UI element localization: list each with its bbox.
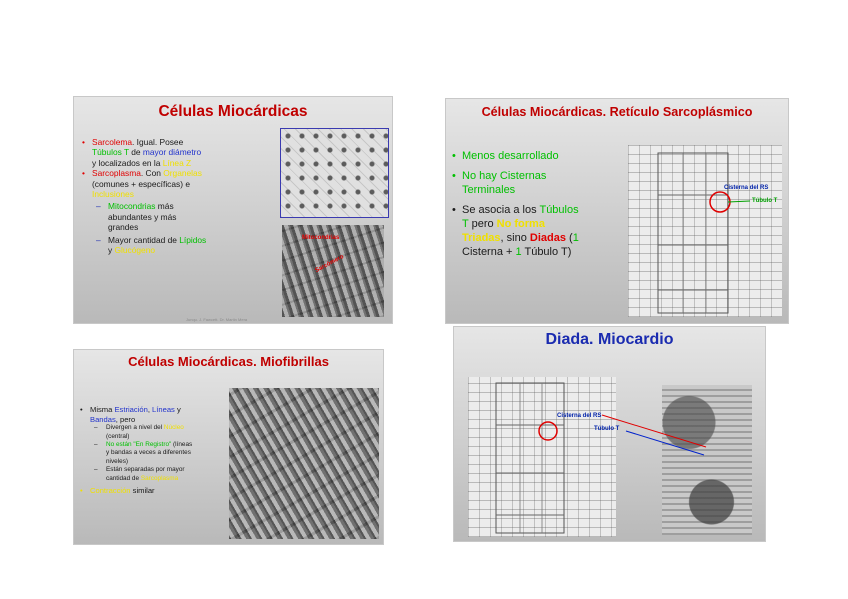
sub-bullet-separadas <box>90 466 238 483</box>
text-span: Glucógeno <box>114 245 156 256</box>
bullet-list <box>452 149 630 259</box>
footer-credit: Junqu. J. Fawcett. Dr. Martin Mera <box>186 317 248 322</box>
text-span: Mitocondrias <box>108 201 156 212</box>
cell-diagram-image <box>280 128 389 218</box>
bullet-no-cisternas <box>452 169 630 197</box>
text-span: más <box>155 201 174 212</box>
bullet-list <box>80 405 238 496</box>
text-span: Túbulos <box>539 204 579 216</box>
bullet-menos-desarrollado <box>452 149 630 163</box>
text-span: cantidad de <box>106 474 141 482</box>
slide-miofibrillas <box>74 350 383 544</box>
text-span: Contracción <box>90 486 131 496</box>
sub-bullet-dash: – <box>96 201 101 212</box>
text-span: . Con <box>140 168 164 179</box>
text-span: Mayor cantidad de <box>108 234 180 245</box>
bullet-dot: • <box>452 204 456 216</box>
text-span: Túbulo T) <box>521 246 572 258</box>
sub-bullet-dash: – <box>96 234 101 245</box>
text-span: Inclusiones <box>92 189 134 200</box>
bullet-sarcolema <box>82 137 282 168</box>
bullet-sarcoplasma <box>82 168 282 200</box>
text-span: Cisterna + <box>462 246 516 258</box>
bullet-list <box>82 137 282 256</box>
text-span: Se asocia a los <box>462 204 540 216</box>
text-span: No forma <box>496 218 545 230</box>
sub-bullet-mitocondrias <box>92 201 282 232</box>
text-span: Bandas <box>90 414 116 424</box>
text-span: No están "En Registro" <box>106 441 172 448</box>
bullet-dot: • <box>82 137 85 147</box>
text-span: Lípidos <box>179 234 207 245</box>
text-span: ( <box>565 232 573 244</box>
slide-title: Diada. Miocardio <box>545 331 674 348</box>
sub-bullet-divergen <box>90 424 238 441</box>
bullet-misma-estriacion <box>80 405 238 424</box>
myofibril-micrograph-image <box>229 388 379 539</box>
text-span: Líneas <box>152 405 175 414</box>
text-span: Terminales <box>462 184 516 196</box>
slide-diada-miocardio <box>454 327 765 541</box>
text-span: Organelas <box>163 168 202 179</box>
text-span: niveles) <box>106 457 129 465</box>
text-span: Menos desarrollado <box>462 150 559 162</box>
text-span: Sarcoplasma <box>140 474 179 482</box>
text-span: 1 <box>515 246 522 258</box>
label-cisterna-rs: Cisterna del RS <box>557 413 602 419</box>
label-tubulo-t: Túbulo T <box>752 198 778 204</box>
sub-bullet-dash: – <box>94 424 98 432</box>
text-span: Divergen a nivel del <box>106 424 164 432</box>
text-span: abundantes y más <box>108 211 177 222</box>
sub-bullet-lipidos <box>92 235 282 256</box>
text-span: Están separadas por mayor <box>106 466 185 474</box>
text-span: similar <box>130 486 155 496</box>
text-span: (comunes + específicas) e <box>92 178 190 189</box>
text-span: , <box>147 405 153 414</box>
text-span: y localizados en la <box>92 157 163 168</box>
text-span: Sarcolema <box>92 137 133 147</box>
sub-bullet-no-registro <box>90 441 238 466</box>
slide-reticulo-sarcoplasmico <box>446 99 788 323</box>
text-span: Triadas <box>462 232 501 244</box>
text-span: Sarcoplasma <box>92 168 141 179</box>
label-sarcomero: Sarcómero <box>314 253 345 275</box>
text-span: de <box>128 147 143 158</box>
text-span: (central) <box>106 432 130 440</box>
bullet-dot: • <box>452 170 456 182</box>
text-span: Núcleo <box>163 424 184 432</box>
slide-title: Células Miocárdicas <box>158 103 308 120</box>
text-span: , sino <box>500 232 530 244</box>
bullet-dot: • <box>80 405 83 414</box>
text-span: No hay Cisternas <box>462 170 547 182</box>
label-mitocondrias: Mitocondrias <box>302 235 340 241</box>
text-span: Diadas <box>529 232 566 244</box>
connector-arrows <box>454 327 765 541</box>
diagram-sketch <box>628 145 782 317</box>
bullet-contraccion <box>80 486 238 496</box>
sub-bullet-dash: – <box>94 441 98 448</box>
text-span: y <box>108 245 115 256</box>
bullet-diadas <box>452 203 630 259</box>
text-span: Túbulos T <box>92 147 129 158</box>
bullet-dot: • <box>452 150 456 162</box>
text-span: 1 <box>572 232 579 244</box>
slide-title: Células Miocárdicas. Miofibrillas <box>128 354 329 369</box>
text-span: (líneas <box>171 441 193 448</box>
text-span: y bandas a veces a diferentes <box>106 449 191 457</box>
text-span: . Igual. Posee <box>132 137 184 147</box>
reticulum-diagram-image <box>628 145 782 317</box>
label-tubulo-t: Túbulo T <box>594 426 620 432</box>
text-span: y <box>174 405 181 414</box>
text-span: pero <box>468 218 497 230</box>
text-span: Estriación <box>114 405 148 414</box>
text-span: Línea Z <box>162 157 192 168</box>
bullet-dot: • <box>82 168 85 179</box>
bullet-dot: • <box>80 486 83 496</box>
text-span: mayor diámetro <box>142 147 202 158</box>
slide-celulas-miocardicas <box>74 97 392 323</box>
sub-bullet-dash: – <box>94 466 98 474</box>
text-span: , pero <box>115 414 136 424</box>
slide-title: Células Miocárdicas. Retículo Sarcoplásmico <box>481 105 753 119</box>
text-span: Misma <box>90 405 115 414</box>
label-cisterna-rs: Cisterna del RS <box>724 185 769 191</box>
electron-micrograph-image <box>282 225 384 317</box>
text-span: grandes <box>108 222 139 233</box>
text-span: T <box>462 218 469 230</box>
